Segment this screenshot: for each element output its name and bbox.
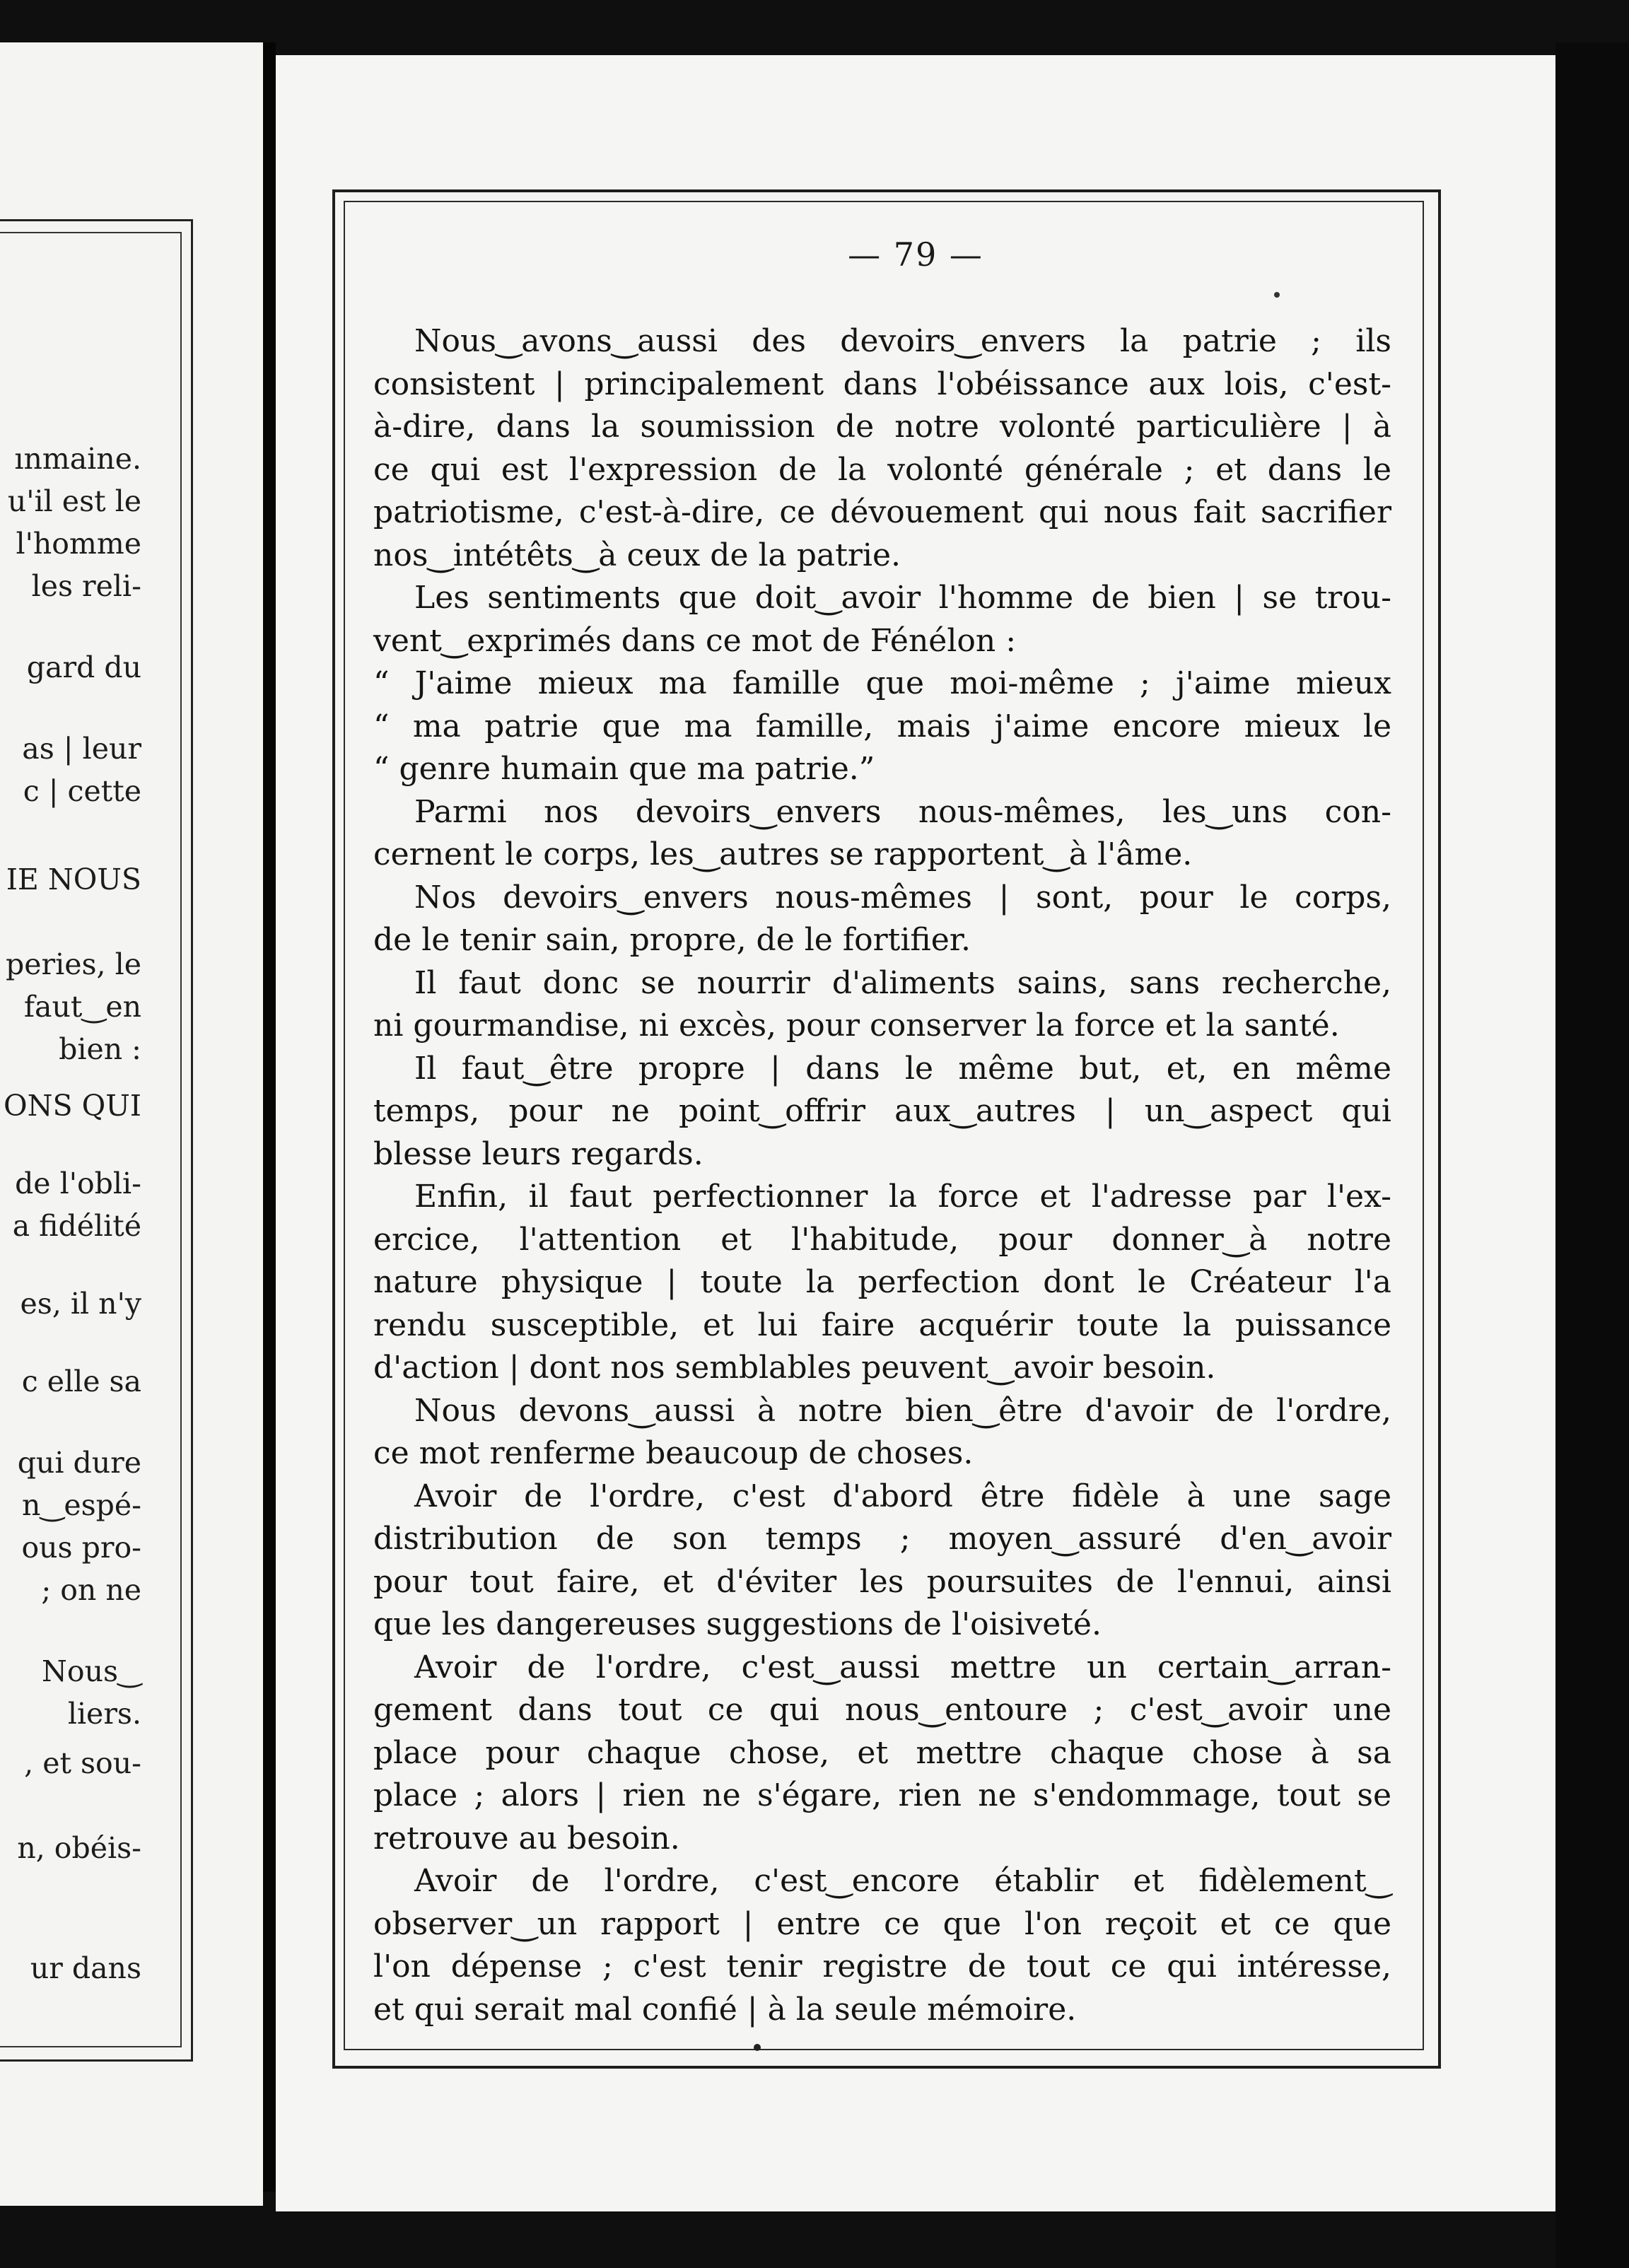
text-line: l'on dépense ; c'est tenir registre de tout ce qui intéresse, [373, 1948, 1391, 1984]
text-line: cernent le corps, les‿autres se rapportent‿à l'âme. [373, 836, 1193, 872]
text-line: Avoir de l'ordre, c'est‿aussi mettre un certain‿arran- [414, 1649, 1391, 1685]
text-line: distribution de son temps ; moyen‿assuré d'en‿avoir [373, 1521, 1391, 1557]
page-number: — 79 — [848, 235, 983, 274]
text-line: place ; alors | rien ne s'égare, rien ne s'endommage, tout se [373, 1777, 1391, 1813]
text-line: Parmi nos devoirs‿envers nous-mêmes, les‿uns con- [414, 794, 1391, 830]
previous-page-line: , et sou- [24, 1746, 141, 1780]
text-line: Les sentiments que doit‿avoir l'homme de bien | se trou- [414, 580, 1391, 616]
text-line: d'action | dont nos semblables peuvent‿avoir besoin. [373, 1350, 1216, 1386]
text-line: ercice, l'attention et l'habitude, pour donner‿à notre [373, 1222, 1391, 1258]
previous-page-line: IE NOUS [6, 863, 141, 896]
text-line: Enfin, il faut perfectionner la force et l'adresse par l'ex- [414, 1179, 1391, 1215]
previous-page-line: ınmaine. [14, 442, 141, 476]
previous-page-line: liers. [67, 1697, 141, 1731]
previous-page-line: ous pro- [21, 1531, 141, 1565]
text-line: Nos devoirs‿envers nous-mêmes | sont, pour le corps, [414, 879, 1391, 916]
previous-page-line: n, obéis- [17, 1831, 141, 1865]
previous-page-line: gard du [26, 650, 141, 684]
previous-page-line: c | cette [23, 774, 141, 808]
text-line: de le tenir sain, propre, de le fortifier. [373, 922, 971, 958]
text-line: gement dans tout ce qui nous‿entoure ; c'est‿avoir une [373, 1692, 1391, 1728]
text-line: blesse leurs regards. [373, 1136, 703, 1172]
text-line: ce qui est l'expression de la volonté générale ; et dans le [373, 452, 1391, 488]
previous-page-line: as | leur [22, 732, 141, 766]
text-line: observer‿un rapport | entre ce que l'on reçoit et ce que [373, 1906, 1391, 1942]
text-line: patriotisme, c'est-à-dire, ce dévouement qui nous fait sacrifier [373, 494, 1391, 530]
text-line: Il faut donc se nourrir d'aliments sains, sans recherche, [414, 965, 1391, 1001]
previous-page-line: es, il n'y [20, 1287, 141, 1321]
text-line: nos‿intétêts‿à ceux de la patrie. [373, 537, 901, 573]
previous-page-text [0, 438, 163, 2079]
text-line: que les dangereuses suggestions de l'oisiveté. [373, 1606, 1102, 1642]
text-line: consistent | principalement dans l'obéissance aux lois, c'est- [373, 366, 1391, 402]
previous-page-line: les reli- [31, 569, 141, 603]
text-line: Il faut‿être propre | dans le même but, et, en même [414, 1051, 1391, 1087]
text-line: pour tout faire, et d'éviter les poursuites de l'ennui, ainsi [373, 1564, 1391, 1600]
text-line: ni gourmandise, ni excès, pour conserver la force et la santé. [373, 1007, 1340, 1044]
text-line: “ J'aime mieux ma famille que moi-même ; j'aime mieux [373, 665, 1391, 701]
text-line: retrouve au besoin. [373, 1820, 680, 1857]
previous-page-line: qui dure [17, 1446, 141, 1480]
text-line: “ genre humain que ma patrie.” [373, 751, 875, 787]
text-line: “ ma patrie que ma famille, mais j'aime encore mieux le [373, 708, 1391, 744]
book-gutter [263, 42, 276, 2192]
previous-page-line: Nous‿ [42, 1654, 141, 1688]
text-line: temps, pour ne point‿offrir aux‿autres | un‿aspect qui [373, 1093, 1391, 1129]
previous-page-line: faut‿en [23, 990, 141, 1024]
text-line: rendu susceptible, et lui faire acquérir toute la puissance [373, 1307, 1391, 1343]
previous-page [0, 42, 263, 2206]
text-line: et qui serait mal confié | à la seule mémoire. [373, 1992, 1077, 2028]
ink-dot-bottom [754, 2044, 761, 2051]
previous-page-line: a fidélité [12, 1209, 141, 1243]
text-line: à-dire, dans la soumission de notre volonté particulière | à [373, 409, 1391, 445]
text-line: ce mot renferme beaucoup de choses. [373, 1435, 974, 1471]
previous-page-line: ; on ne [41, 1573, 141, 1607]
ink-dot [1274, 292, 1280, 298]
previous-page-line: ONS QUI [4, 1089, 141, 1123]
text-line: Avoir de l'ordre, c'est‿encore établir et fidèlement‿ [414, 1863, 1391, 1899]
previous-page-line: n‿espé- [21, 1488, 141, 1522]
text-line: Nous‿avons‿aussi des devoirs‿envers la patrie ; ils [414, 323, 1391, 359]
text-line: place pour chaque chose, et mettre chaque chose à sa [373, 1735, 1391, 1771]
previous-page-line: bien : [59, 1032, 141, 1066]
page-79 [276, 55, 1555, 2211]
previous-page-line: l'homme [16, 527, 141, 561]
text-line: vent‿exprimés dans ce mot de Fénélon : [373, 623, 1017, 659]
previous-page-line: u'il est le [7, 484, 141, 518]
previous-page-line: c elle sa [21, 1364, 141, 1398]
page-edge [1555, 42, 1629, 2268]
text-line: Nous devons‿aussi à notre bien‿être d'avoir de l'ordre, [414, 1393, 1391, 1429]
text-line: nature physique | toute la perfection dont le Créateur l'a [373, 1264, 1391, 1300]
text-line: Avoir de l'ordre, c'est d'abord être fidèle à une sage [414, 1478, 1391, 1514]
previous-page-line: ur dans [30, 1951, 141, 1985]
previous-page-line: peries, le [6, 947, 141, 981]
previous-page-line: de l'obli- [15, 1167, 141, 1200]
